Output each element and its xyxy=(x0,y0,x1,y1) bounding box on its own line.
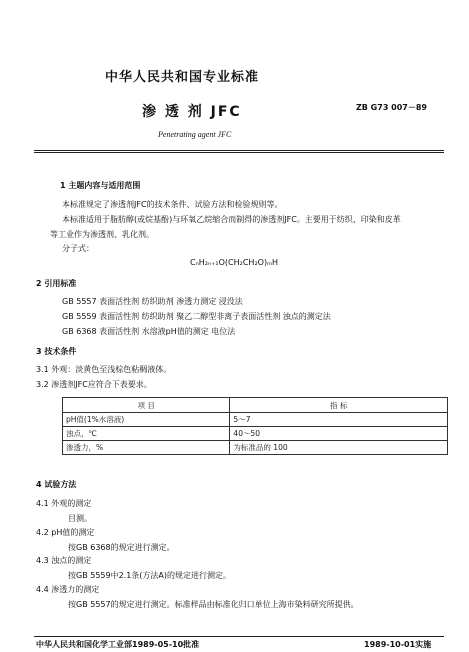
formula-label: 分子式： xyxy=(62,244,94,253)
document-title-english: Penetrating agent JFC xyxy=(158,130,232,139)
header-rule-2 xyxy=(34,152,444,153)
section-4-heading: 4 试验方法 xyxy=(36,480,77,489)
section-4-item-3: 4.3 浊点的测定 xyxy=(36,556,92,565)
approval-text: 中华人民共和国化学工业部1989-05-10批准 xyxy=(36,640,200,649)
column-header-index: 指 标 xyxy=(230,398,448,413)
section-3-item-2: 3.2 渗透剂JFC应符合下表要求。 xyxy=(36,380,152,389)
table-row xyxy=(63,413,448,427)
footer-rule xyxy=(34,636,444,637)
section-2-heading: 2 引用标准 xyxy=(36,279,77,288)
table-cell-item: 渗透力，% xyxy=(63,441,230,455)
section-4-item-4-text: 按GB 5557的规定进行测定。标准样品由标准化归口单位上海市染料研究所提供。 xyxy=(68,600,359,609)
section-1-paragraph-2-cont: 等工业作为渗透剂、乳化剂。 xyxy=(50,230,154,239)
table-cell-item: pH值(1%水溶液) xyxy=(63,413,230,427)
section-4-item-1: 4.1 外观的测定 xyxy=(36,499,92,508)
reference-2: GB 5559 表面活性剂 纺织助剂 聚乙二醇型非离子表面活性剂 浊点的测定法 xyxy=(62,312,331,321)
document-title: 渗 透 剂 JFC xyxy=(142,104,242,120)
table-cell-value: 为标准品的 100 xyxy=(230,441,448,455)
reference-3: GB 6368 表面活性剂 水溶液pH值的测定 电位法 xyxy=(62,327,236,336)
table-cell-value: 40～50 xyxy=(230,427,448,441)
table-cell-value: 5～7 xyxy=(230,413,448,427)
spec-table-header-row xyxy=(63,398,448,413)
section-4-item-4: 4.4 渗透力的测定 xyxy=(36,585,100,594)
section-4-item-3-text: 按GB 5559中2.1条(方法A)的规定进行测定。 xyxy=(68,571,232,580)
section-4-item-2: 4.2 pH值的测定 xyxy=(36,528,95,537)
standard-category: 中华人民共和国专业标准 xyxy=(105,70,260,85)
section-1-paragraph-1: 本标准规定了渗透剂JFC的技术条件、试验方法和检验规则等。 xyxy=(62,200,283,209)
implementation-date: 1989-10-01实施 xyxy=(364,640,432,649)
section-3-item-1: 3.1 外观：淡黄色至浅棕色粘稠液体。 xyxy=(36,365,172,374)
table-row xyxy=(63,427,448,441)
table-cell-item: 浊点，℃ xyxy=(63,427,230,441)
molecular-formula: CₙH₂ₙ₊₁O(CH₂CH₂O)ₘH xyxy=(190,258,279,267)
spec-table xyxy=(62,397,448,455)
section-4-item-2-text: 按GB 6368的规定进行测定。 xyxy=(68,543,175,552)
section-4-item-1-text: 目测。 xyxy=(68,514,92,523)
header-rule xyxy=(34,150,444,151)
section-1-paragraph-2: 本标准适用于脂肪醇(或烷基酚)与环氧乙烷缩合而制得的渗透剂JFC。主要用于纺织、印染和皮革 xyxy=(62,215,401,224)
column-header-item: 项 目 xyxy=(63,398,230,413)
standard-number: ZB G73 007－89 xyxy=(356,103,427,112)
section-1-heading: 1 主题内容与适用范围 xyxy=(60,181,141,190)
table-row xyxy=(63,441,448,455)
section-3-heading: 3 技术条件 xyxy=(36,347,77,356)
reference-1: GB 5557 表面活性剂 纺织助剂 渗透力测定 浸没法 xyxy=(62,297,243,306)
